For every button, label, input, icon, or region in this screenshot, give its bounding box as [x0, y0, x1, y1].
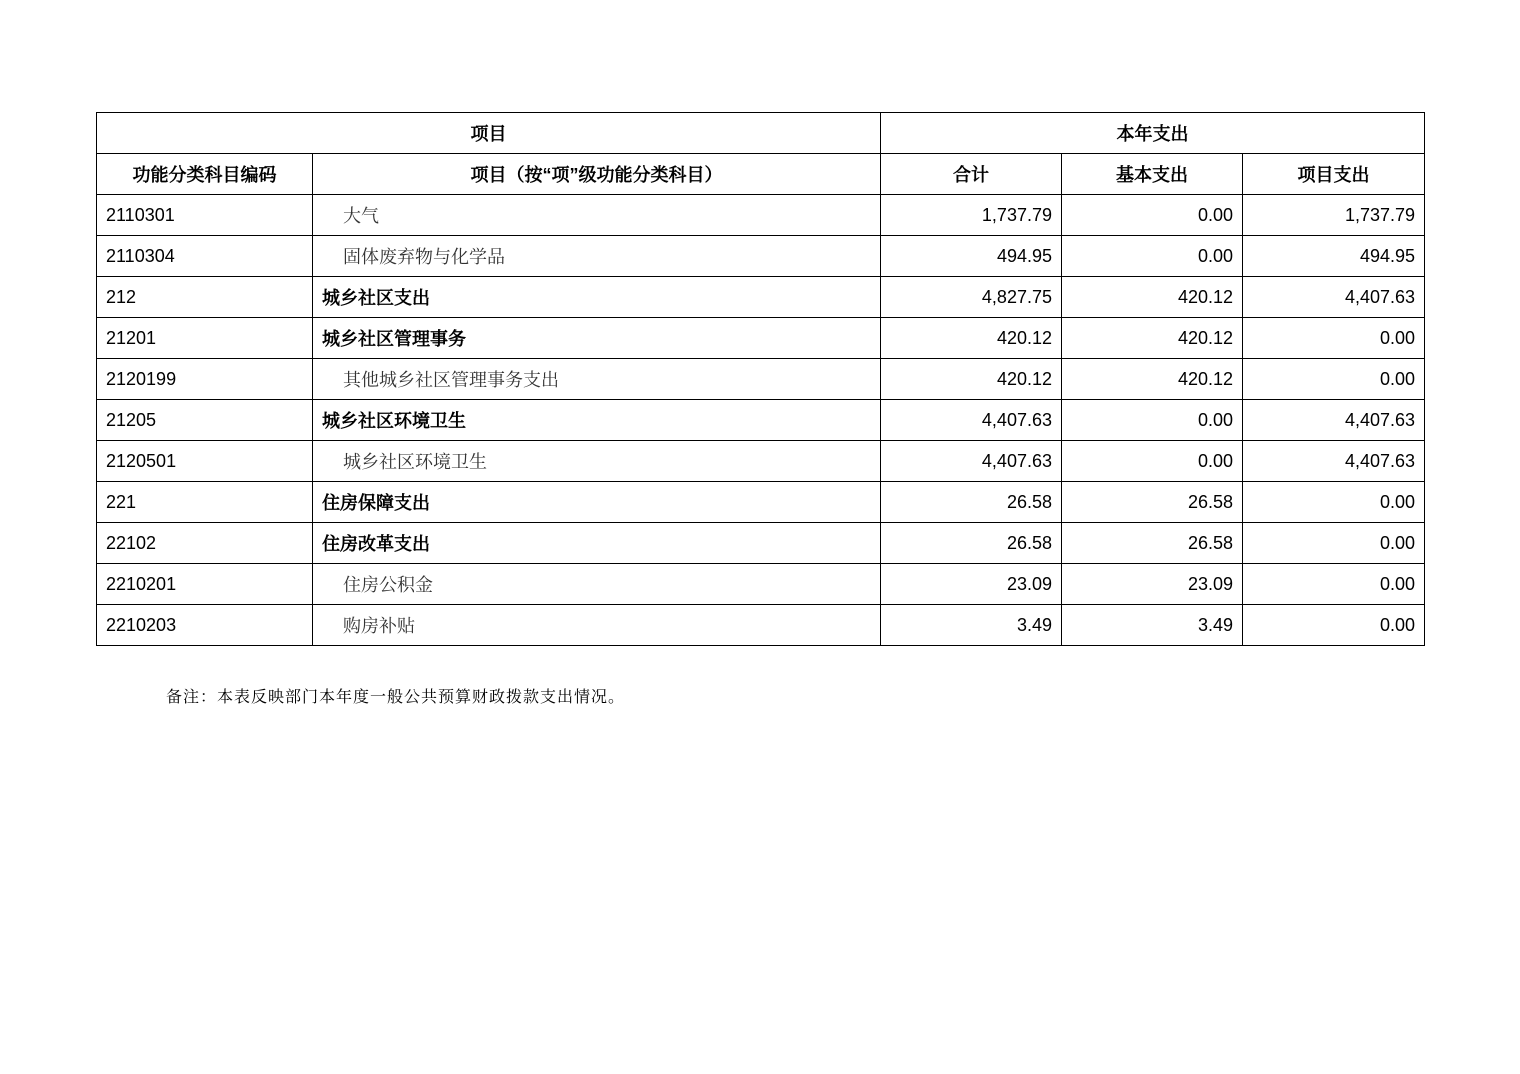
- cell-basic: 0.00: [1062, 195, 1243, 236]
- cell-project: 494.95: [1243, 236, 1425, 277]
- table-row: [97, 441, 1425, 482]
- cell-total: 3.49: [881, 605, 1062, 646]
- cell-name: 固体废弃物与化学品: [313, 236, 881, 277]
- cell-code: 22102: [97, 523, 313, 564]
- header-row-top: [97, 113, 1425, 154]
- cell-name: 城乡社区环境卫生: [313, 441, 881, 482]
- cell-basic: 420.12: [1062, 277, 1243, 318]
- column-header-code: 功能分类科目编码: [97, 154, 313, 195]
- cell-project: 0.00: [1243, 359, 1425, 400]
- table-row: [97, 236, 1425, 277]
- cell-code: 212: [97, 277, 313, 318]
- cell-name: 住房公积金: [313, 564, 881, 605]
- cell-project: 1,737.79: [1243, 195, 1425, 236]
- cell-name: 住房保障支出: [313, 482, 881, 523]
- table-body: [97, 195, 1425, 646]
- cell-name: 大气: [313, 195, 881, 236]
- cell-total: 4,407.63: [881, 400, 1062, 441]
- cell-basic: 420.12: [1062, 318, 1243, 359]
- cell-name: 城乡社区管理事务: [313, 318, 881, 359]
- cell-project: 0.00: [1243, 318, 1425, 359]
- cell-basic: 3.49: [1062, 605, 1243, 646]
- footnote: 备注：本表反映部门本年度一般公共预算财政拨款支出情况。: [166, 687, 626, 706]
- cell-project: 4,407.63: [1243, 400, 1425, 441]
- table-row: [97, 318, 1425, 359]
- column-header-project: 项目支出: [1243, 154, 1425, 195]
- table-row: [97, 359, 1425, 400]
- cell-total: 26.58: [881, 482, 1062, 523]
- cell-code: 21201: [97, 318, 313, 359]
- table-row: [97, 400, 1425, 441]
- cell-name: 其他城乡社区管理事务支出: [313, 359, 881, 400]
- table-row: [97, 482, 1425, 523]
- cell-code: 2110301: [97, 195, 313, 236]
- cell-project: 4,407.63: [1243, 441, 1425, 482]
- cell-total: 420.12: [881, 359, 1062, 400]
- cell-name: 购房补贴: [313, 605, 881, 646]
- cell-total: 26.58: [881, 523, 1062, 564]
- cell-project: 4,407.63: [1243, 277, 1425, 318]
- cell-project: 0.00: [1243, 564, 1425, 605]
- cell-project: 0.00: [1243, 523, 1425, 564]
- cell-project: 0.00: [1243, 605, 1425, 646]
- cell-code: 2120501: [97, 441, 313, 482]
- cell-total: 420.12: [881, 318, 1062, 359]
- cell-basic: 26.58: [1062, 523, 1243, 564]
- column-header-basic: 基本支出: [1062, 154, 1243, 195]
- budget-table: [96, 112, 1425, 646]
- table-row: [97, 523, 1425, 564]
- cell-total: 23.09: [881, 564, 1062, 605]
- cell-basic: 0.00: [1062, 441, 1243, 482]
- column-header-name: 项目（按“项”级功能分类科目）: [313, 154, 881, 195]
- table-row: [97, 195, 1425, 236]
- header-expense: 本年支出: [881, 113, 1425, 154]
- cell-code: 2210203: [97, 605, 313, 646]
- table-row: [97, 564, 1425, 605]
- cell-code: 2210201: [97, 564, 313, 605]
- cell-basic: 26.58: [1062, 482, 1243, 523]
- cell-code: 21205: [97, 400, 313, 441]
- table-row: [97, 605, 1425, 646]
- cell-basic: 23.09: [1062, 564, 1243, 605]
- cell-name: 城乡社区环境卫生: [313, 400, 881, 441]
- cell-total: 4,827.75: [881, 277, 1062, 318]
- cell-basic: 0.00: [1062, 236, 1243, 277]
- cell-code: 221: [97, 482, 313, 523]
- cell-code: 2110304: [97, 236, 313, 277]
- header-item: 项目: [97, 113, 881, 154]
- header-row-columns: [97, 154, 1425, 195]
- cell-basic: 420.12: [1062, 359, 1243, 400]
- budget-sheet: [96, 112, 1424, 646]
- table-row: [97, 277, 1425, 318]
- cell-project: 0.00: [1243, 482, 1425, 523]
- cell-total: 4,407.63: [881, 441, 1062, 482]
- cell-total: 494.95: [881, 236, 1062, 277]
- cell-total: 1,737.79: [881, 195, 1062, 236]
- cell-name: 城乡社区支出: [313, 277, 881, 318]
- cell-name: 住房改革支出: [313, 523, 881, 564]
- column-header-total: 合计: [881, 154, 1062, 195]
- cell-basic: 0.00: [1062, 400, 1243, 441]
- cell-code: 2120199: [97, 359, 313, 400]
